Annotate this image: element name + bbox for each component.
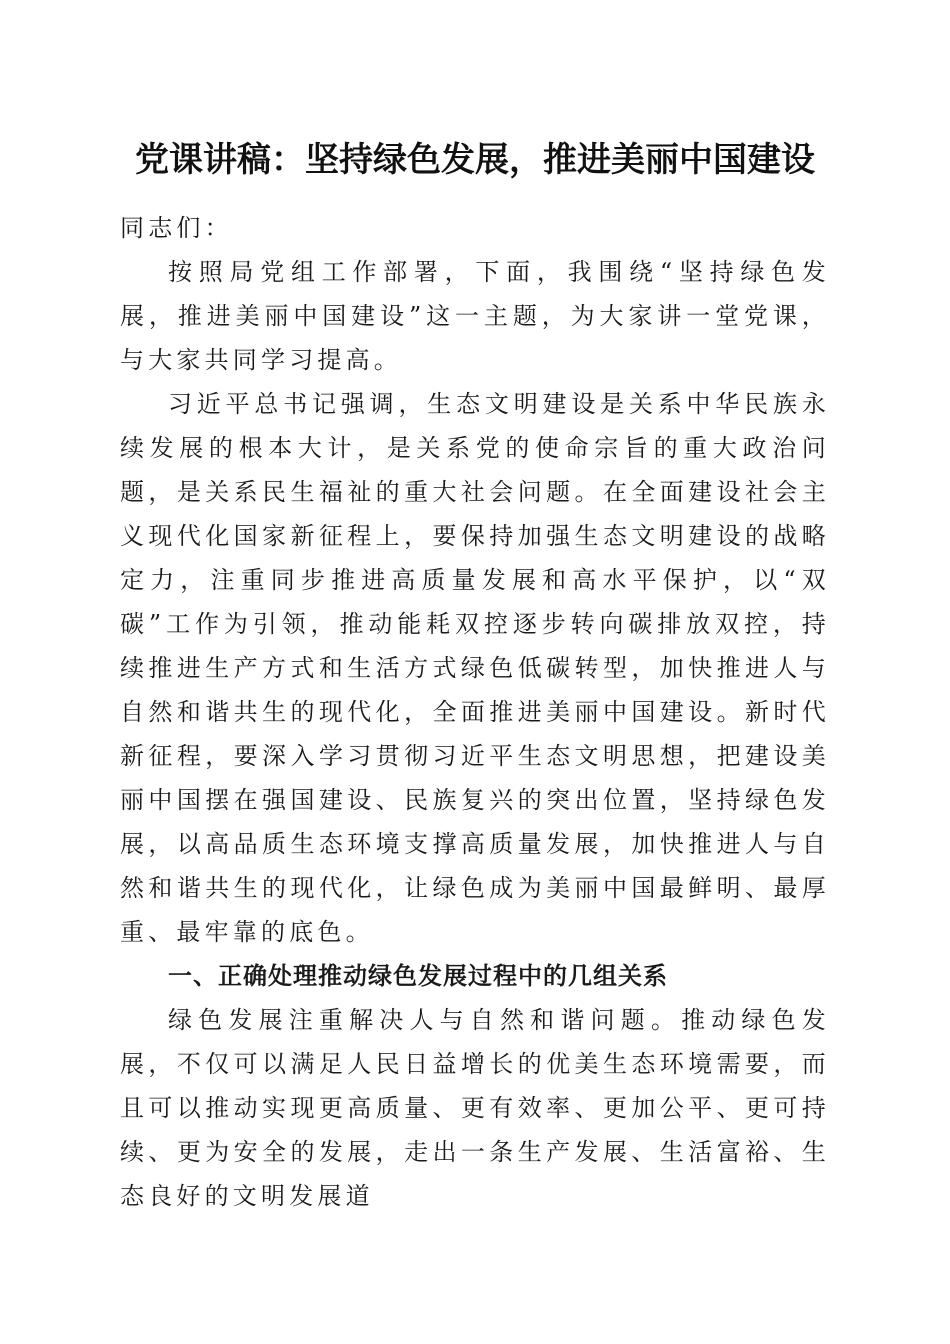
paragraph-intro: 按照局党组工作部署，下面，我围绕“坚持绿色发展，推进美丽中国建设”这一主题，为大家讲一堂党课，与大家共同学习提高。	[120, 258, 830, 374]
document-body	[120, 206, 830, 1218]
salutation: 同志们：	[120, 214, 233, 242]
section-paragraph: 绿色发展注重解决人与自然和谐问题。推动绿色发展，不仅可以满足人民日益增长的优美生态环境需要，而且可以推动实现更高质量、更有效率、更加公平、更可持续、更为安全的发展，走出一条生产发展、生活富裕、生态良好的文明发展道	[120, 1006, 830, 1210]
section-heading: 一、正确处理推动绿色发展过程中的几组关系	[168, 962, 668, 990]
document-title: 党课讲稿：坚持绿色发展，推进美丽中国建设	[135, 140, 815, 180]
paragraph-main: 习近平总书记强调，生态文明建设是关系中华民族永续发展的根本大计，是关系党的使命宗旨的重大政治问题，是关系民生福祉的重大社会问题。在全面建设社会主义现代化国家新征程上，要保持加强生态文明建设的战略定力，注重同步推进高质量发展和高水平保护，以“双碳”工作为引领，推动能耗双控逐步转向碳排放双控，持续推进生产方式和生活方式绿色低碳转型，加快推进人与自然和谐共生的现代化，全面推进美丽中国建设。新时代新征程，要深入学习贯彻习近平生态文明思想，把建设美丽中国摆在强国建设、民族复兴的突出位置，坚持绿色发展，以高品质生态环境支撑高质量发展，加快推进人与自然和谐共生的现代化，让绿色成为美丽中国最鲜明、最厚重、最牢靠的底色。	[120, 390, 830, 946]
